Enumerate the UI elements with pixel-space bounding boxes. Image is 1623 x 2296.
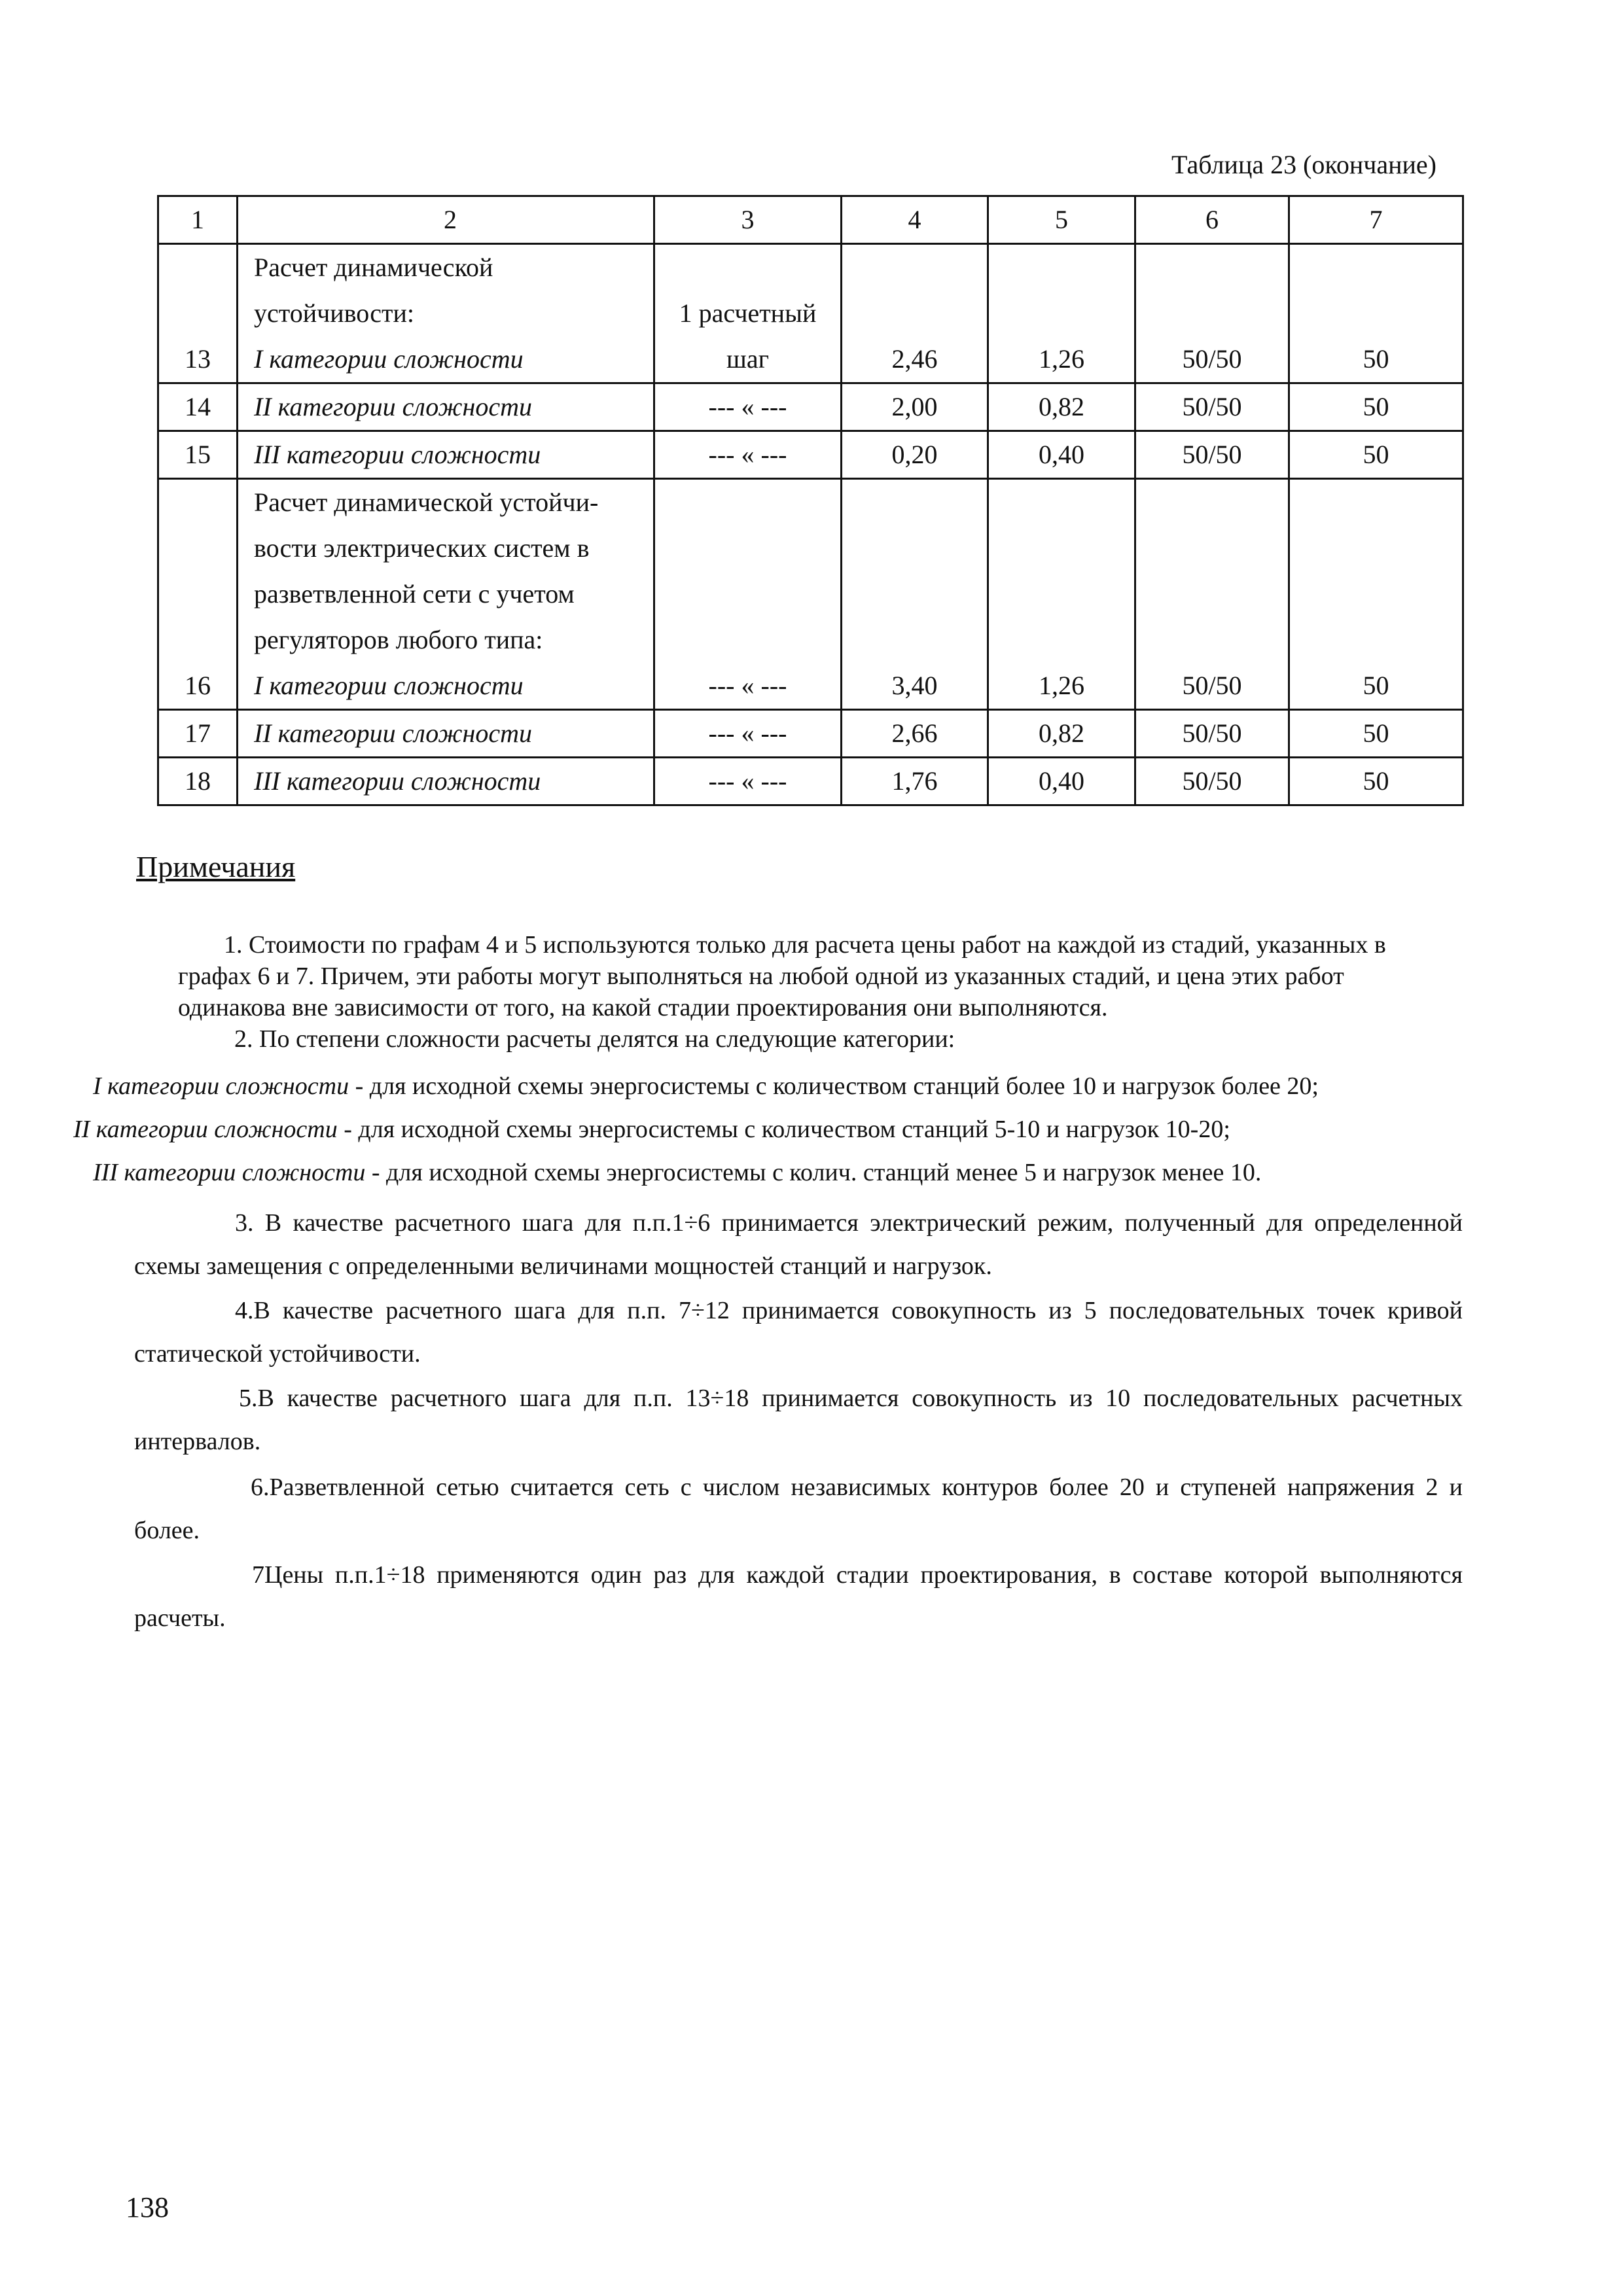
unit-cell: --- « --- xyxy=(654,710,842,758)
value-col5: 1,26 xyxy=(988,479,1135,710)
header-cell-7: 7 xyxy=(1289,196,1463,244)
table-caption: Таблица 23 (окончание) xyxy=(1171,150,1436,179)
table-row xyxy=(158,710,1463,758)
value-col4: 2,66 xyxy=(842,710,988,758)
value-col7: 50 xyxy=(1289,431,1463,479)
value-col4: 1,76 xyxy=(842,758,988,805)
note-4: 4.В качестве расчетного шага для п.п. 7÷12 принимается совокупность из 5 последовательных точек кривой статической устойчивости. xyxy=(134,1297,1463,1368)
value-col6: 50/50 xyxy=(1135,710,1289,758)
note-5: 5.В качестве расчетного шага для п.п. 13÷18 принимается совокупность из 10 последовательных расчетных интервалов. xyxy=(134,1385,1463,1455)
header-cell-5: 5 xyxy=(988,196,1135,244)
value-col5: 0,82 xyxy=(988,383,1135,431)
category-name: I категории сложности xyxy=(93,1072,349,1100)
value-col4: 2,46 xyxy=(842,244,988,383)
table-row xyxy=(158,431,1463,479)
description-line: вости электрических систем в xyxy=(254,533,590,563)
description-line: Расчет динамической xyxy=(254,253,493,282)
value-col4: 2,00 xyxy=(842,383,988,431)
description-line: Расчет динамической устойчи- xyxy=(254,487,599,517)
row-number: 13 xyxy=(158,244,238,383)
note-3: 3. В качестве расчетного шага для п.п.1÷6 принимается электрический режим, полученный для определенной схемы замещения с определенными величинами мощностей станций и нагрузок. xyxy=(134,1209,1463,1280)
note-6: 6.Разветвленной сетью считается сеть с числом независимых контуров более 20 и ступеней напряжения 2 и более. xyxy=(134,1474,1463,1544)
cost-table xyxy=(157,195,1464,806)
description-line: регуляторов любого типа: xyxy=(254,625,543,654)
table-row xyxy=(158,244,1463,383)
page-number: 138 xyxy=(126,2191,169,2223)
header-cell-4: 4 xyxy=(842,196,988,244)
value-col6: 50/50 xyxy=(1135,758,1289,805)
value-col7: 50 xyxy=(1289,758,1463,805)
unit-cell: --- « --- xyxy=(654,758,842,805)
category-text: - для исходной схемы энергосистемы с колич. станций менее 5 и нагрузок менее 10. xyxy=(365,1159,1262,1186)
row-number: 17 xyxy=(158,710,238,758)
work-description xyxy=(238,479,654,710)
complexity-category: I категории сложности xyxy=(254,671,524,700)
header-cell-1: 1 xyxy=(158,196,238,244)
table-header-row xyxy=(158,196,1463,244)
category-name: III категории сложности xyxy=(93,1159,366,1186)
value-col4: 0,20 xyxy=(842,431,988,479)
row-number: 15 xyxy=(158,431,238,479)
value-col7: 50 xyxy=(1289,710,1463,758)
value-col4: 3,40 xyxy=(842,479,988,710)
value-col6: 50/50 xyxy=(1135,383,1289,431)
row-number: 18 xyxy=(158,758,238,805)
category-text: - для исходной схемы энергосистемы с количеством станций более 10 и нагрузок более 20; xyxy=(349,1072,1319,1100)
table-row xyxy=(158,479,1463,710)
description-line: устойчивости: xyxy=(254,298,414,328)
header-cell-2: 2 xyxy=(238,196,654,244)
table-row xyxy=(158,383,1463,431)
category-name: II категории сложности xyxy=(73,1116,338,1143)
note-1: 1. Стоимости по графам 4 и 5 используются только для расчета цены работ на каждой из стадий, указанных в графах 6 и 7. Причем, эти работы могут выполняться на любой одной из указанных стадий, и цена этих работ одинакова вне зависимости от того, на какой стадии проектирования они выполняются. xyxy=(178,931,1386,1021)
category-definition xyxy=(73,1114,1230,1145)
unit-line: 1 расчетный xyxy=(679,298,817,328)
value-col5: 0,82 xyxy=(988,710,1135,758)
unit-line: шаг xyxy=(726,344,769,374)
value-col6: 50/50 xyxy=(1135,479,1289,710)
unit-cell xyxy=(654,244,842,383)
value-col6: 50/50 xyxy=(1135,431,1289,479)
header-cell-3: 3 xyxy=(654,196,842,244)
note-7: 7Цены п.п.1÷18 применяются один раз для каждой стадии проектирования, в составе которой выполняются расчеты. xyxy=(134,1561,1463,1632)
complexity-category: II категории сложности xyxy=(238,383,654,431)
unit-cell: --- « --- xyxy=(654,383,842,431)
notes-title: Примечания xyxy=(136,850,296,883)
category-definition xyxy=(93,1070,1319,1102)
value-col5: 0,40 xyxy=(988,431,1135,479)
complexity-category: III категории сложности xyxy=(238,758,654,805)
note-2: 2. По степени сложности расчеты делятся на следующие категории: xyxy=(234,1025,955,1053)
row-number: 16 xyxy=(158,479,238,710)
unit-cell: --- « --- xyxy=(654,431,842,479)
work-description xyxy=(238,244,654,383)
value-col7: 50 xyxy=(1289,244,1463,383)
value-col5: 0,40 xyxy=(988,758,1135,805)
row-number: 14 xyxy=(158,383,238,431)
value-col6: 50/50 xyxy=(1135,244,1289,383)
category-text: - для исходной схемы энергосистемы с количеством станций 5-10 и нагрузок 10-20; xyxy=(337,1116,1230,1143)
category-definition xyxy=(93,1157,1261,1188)
description-line: разветвленной сети с учетом xyxy=(254,579,575,609)
value-col5: 1,26 xyxy=(988,244,1135,383)
complexity-category: I категории сложности xyxy=(254,344,524,374)
value-col7: 50 xyxy=(1289,479,1463,710)
value-col7: 50 xyxy=(1289,383,1463,431)
unit-cell: --- « --- xyxy=(654,479,842,710)
header-cell-6: 6 xyxy=(1135,196,1289,244)
complexity-category: II категории сложности xyxy=(238,710,654,758)
table-row xyxy=(158,758,1463,805)
complexity-category: III категории сложности xyxy=(238,431,654,479)
